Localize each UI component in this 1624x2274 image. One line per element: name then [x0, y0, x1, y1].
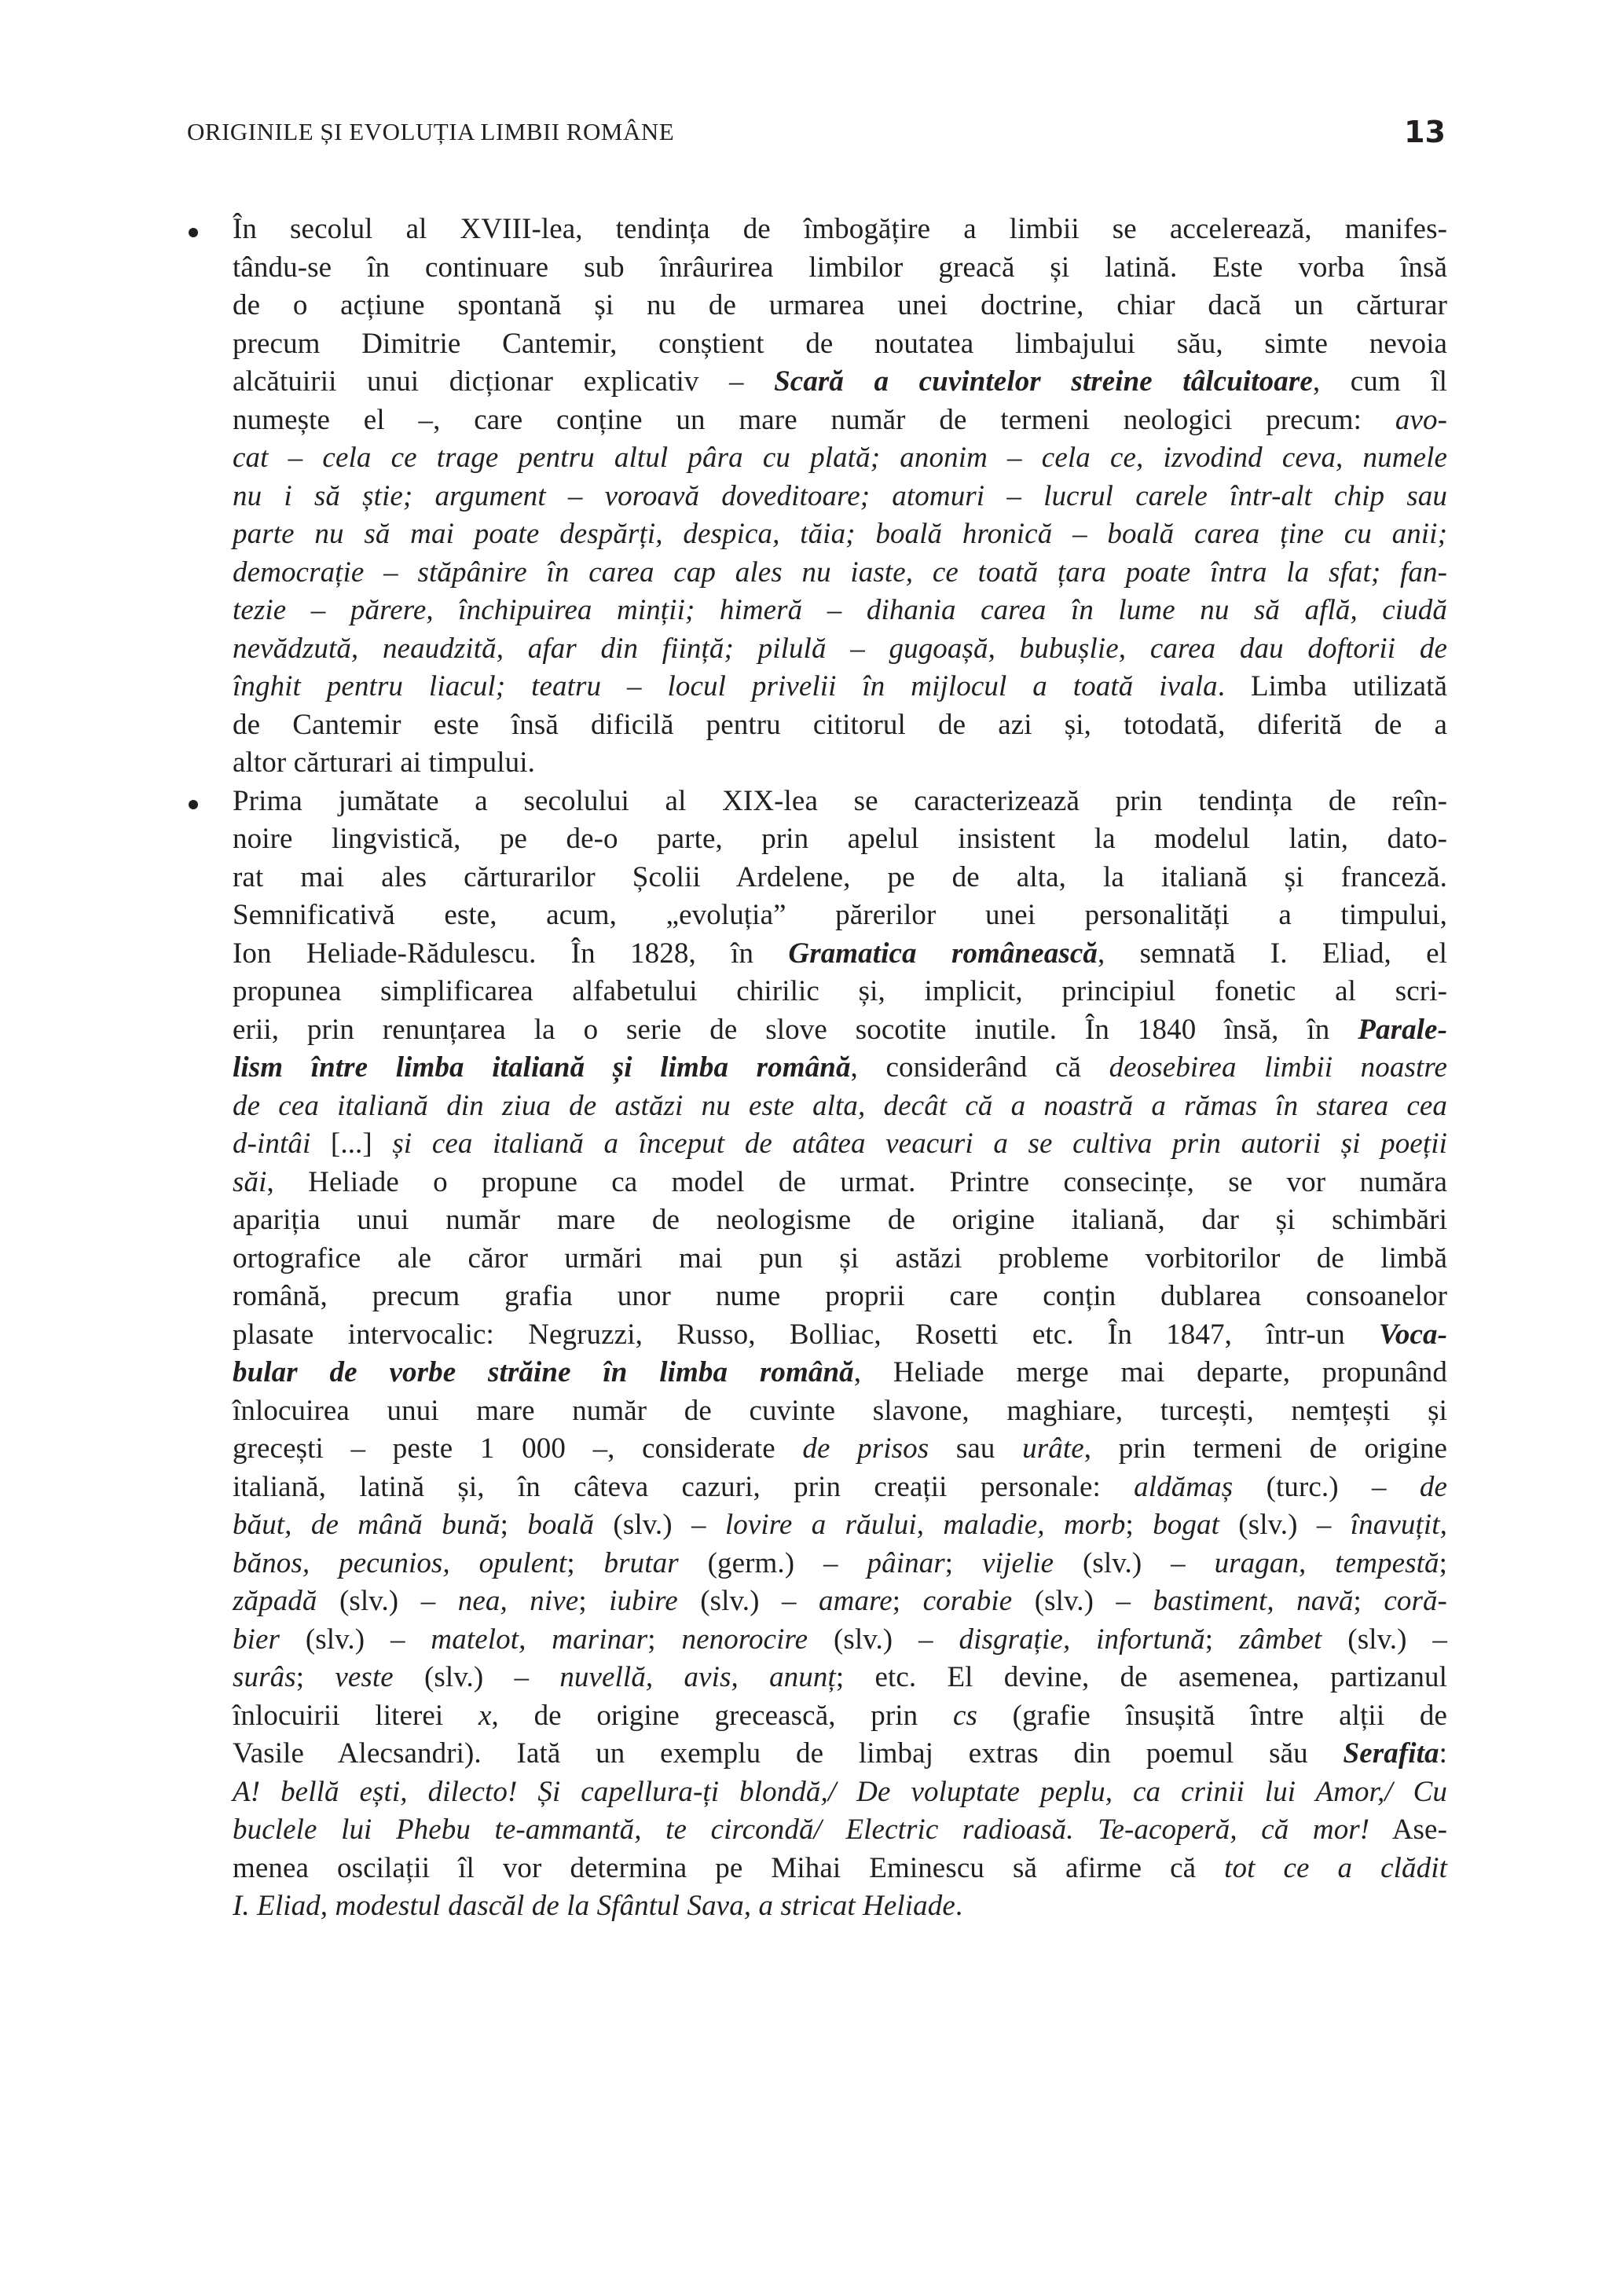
italic-quote: disgrație, infortună	[959, 1623, 1205, 1656]
text-line	[233, 287, 1447, 325]
text-run: ;	[566, 1546, 604, 1579]
italic-quote: democrație – stăpânire în carea cap ales nu iaste, ce toată țara poate întra la sfat; fan-	[233, 556, 1447, 589]
text-run: (slv.) –	[280, 1623, 431, 1656]
text-run: noire lingvistică, pe de-o parte, prin apelul insistent la modelul latin, dato-	[233, 823, 1447, 855]
italic-quote: și cea italiană a început de atâtea veacuri a se cultiva prin autorii și poeții	[392, 1128, 1447, 1160]
italic-quote: săi	[233, 1165, 267, 1198]
text-run: (slv.) –	[808, 1623, 959, 1656]
text-run: [...]	[330, 1128, 393, 1160]
italic-quote: lovire a răului, maladie, morb	[724, 1509, 1126, 1541]
text-run: (grafie însușită între alții de	[977, 1699, 1448, 1732]
page-number: 13	[1404, 115, 1446, 149]
italic-quote: bănos, pecunios, opulent	[233, 1546, 567, 1579]
text-run: .	[955, 1890, 963, 1922]
italic-quote: zăpadă	[233, 1585, 317, 1617]
text-line	[233, 859, 1447, 897]
italic-quote: aldămaș	[1134, 1470, 1234, 1503]
text-run: de Cantemir este însă dificilă pentru cititorul de azi și, totodată, diferită de a	[233, 708, 1447, 741]
text-run: În secolul al XVIII-lea, tendința de îmbogățire a limbii se accelerează, manifes-	[233, 213, 1447, 245]
text-line	[233, 1811, 1447, 1850]
text-run: ortografice ale căror urmări mai pun și astăzi probleme vorbitorilor de limbă	[233, 1242, 1447, 1275]
text-run: (slv.) –	[677, 1585, 819, 1617]
text-run: , semnată I. Eliad, el	[1097, 937, 1447, 970]
text-line	[233, 1087, 1447, 1126]
italic-quote: nu i să știe; argument – voroavă doveditoare; atomuri – lucrul carele într-alt chip sau	[233, 479, 1447, 512]
text-line	[233, 1697, 1447, 1736]
italic-quote: înavuțit,	[1350, 1509, 1447, 1541]
text-line	[233, 783, 1447, 821]
text-line	[233, 935, 1447, 974]
title-citation: Parale-	[1358, 1013, 1447, 1046]
text-line	[233, 325, 1447, 364]
text-run: , prin termeni de origine	[1083, 1432, 1447, 1465]
text-run: (slv.) –	[317, 1585, 458, 1617]
text-run: ;	[500, 1509, 528, 1541]
text-run: precum Dimitrie Cantemir, conștient de noutatea limbajului său, simte nevoia	[233, 327, 1447, 360]
text-line	[233, 1621, 1447, 1660]
text-run: Prima jumătate a secolului al XIX-lea se caracterizează prin tendința de reîn-	[233, 784, 1447, 817]
paragraph	[233, 783, 1447, 1926]
text-run: plasate intervocalic: Negruzzi, Russo, Bolliac, Rosetti etc. În 1847, într-un	[233, 1318, 1380, 1351]
text-run: :	[1439, 1737, 1447, 1770]
text-run: ;	[1353, 1585, 1384, 1617]
text-line	[233, 1316, 1447, 1355]
italic-quote: cs	[952, 1699, 977, 1732]
text-line	[233, 1278, 1447, 1316]
italic-quote: buclele lui Phebu te-ammantă, te circondă/ Electric radioasă. Te-acoperă, că mor!	[233, 1814, 1370, 1846]
text-line	[233, 1392, 1447, 1431]
text-run: ;	[1439, 1546, 1447, 1579]
title-citation: bular de vorbe străine în limba română	[233, 1356, 854, 1388]
title-citation: Scară a cuvintelor streine tâlcuitoare	[774, 365, 1313, 398]
text-run: altor cărturari ai timpului.	[233, 746, 535, 779]
italic-quote: uragan, tempestă	[1214, 1546, 1439, 1579]
bullet-icon	[187, 211, 200, 249]
italic-quote: deosebirea limbii noastre	[1109, 1051, 1447, 1084]
text-line	[233, 630, 1447, 669]
text-line	[233, 1583, 1447, 1621]
text-run: apariția unui număr mare de neologisme de origine italiană, dar și schimbări	[233, 1204, 1447, 1236]
text-run: (germ.) –	[678, 1546, 867, 1579]
text-line	[233, 1773, 1447, 1812]
text-line	[233, 363, 1447, 402]
paragraph	[233, 211, 1447, 783]
text-line	[233, 1469, 1447, 1507]
text-run: tându-se în continuare sub înrâurirea limbilor greacă și latină. Este vorba însă	[233, 251, 1447, 284]
text-run: ;	[1125, 1509, 1153, 1541]
text-line	[233, 1011, 1447, 1050]
italic-quote: coră-	[1384, 1585, 1447, 1617]
text-run: , Heliade o propune ca model de urmat. Printre consecințe, se vor număra	[266, 1165, 1447, 1198]
text-line	[233, 1049, 1447, 1087]
text-run: numește el –, care conține un mare număr de termeni neologici precum:	[233, 403, 1395, 436]
title-citation: lism între limba italiană și limba română	[233, 1051, 851, 1084]
italic-quote: nevădzută, neaudzită, afar din ființă; pilulă – gugoașă, bubușlie, carea dau doftorii de	[233, 632, 1447, 665]
text-line	[233, 1850, 1447, 1888]
italic-quote: zâmbet	[1239, 1623, 1322, 1656]
italic-quote: de cea italiană din ziua de astăzi nu este alta, decât că a noastră a rămas în starea cea	[233, 1089, 1447, 1122]
text-run: Vasile Alecsandri). Iată un exemplu de limbaj extras din poemul său	[233, 1737, 1344, 1770]
text-line	[233, 592, 1447, 630]
italic-quote: tezie – părere, închipuirea minții; himeră – dihania carea în lume nu să află, ciudă	[233, 594, 1447, 626]
italic-quote: amare	[819, 1585, 893, 1617]
italic-quote: cat – cela ce trage pentru altul pâra cu plată; anonim – cela ce, izvodind ceva, numele	[233, 442, 1447, 474]
italic-quote: A! bellă ești, dilecto! Și capellura-ți blondă,/ De voluptate peplu, ca crinii lui Amor,/ Cu	[233, 1775, 1447, 1808]
title-citation: Gramatica românească	[788, 937, 1098, 970]
text-run: menea oscilații îl vor determina pe Mihai Eminescu să afirme că	[233, 1851, 1225, 1884]
italic-quote: nea, nive	[457, 1585, 579, 1617]
text-run: română, precum grafia unor nume proprii care conțin dublarea consoanelor	[233, 1280, 1447, 1312]
text-line	[233, 973, 1447, 1011]
text-line	[233, 439, 1447, 478]
italic-quote: x	[478, 1699, 492, 1732]
italic-quote: veste	[335, 1661, 394, 1693]
text-line	[233, 706, 1447, 745]
italic-quote: vijelie	[982, 1546, 1054, 1579]
text-run: (slv.) –	[594, 1509, 725, 1541]
text-run: italiană, latină și, în câteva cazuri, prin creații personale:	[233, 1470, 1135, 1503]
page-header	[187, 115, 1444, 154]
italic-quote: bogat	[1153, 1509, 1219, 1541]
text-run: ;	[647, 1623, 682, 1656]
text-run: ; etc. El devine, de asemenea, partizanul	[835, 1661, 1448, 1693]
text-line	[233, 1735, 1447, 1773]
text-run: (slv.) –	[1219, 1509, 1351, 1541]
text-line	[233, 1659, 1447, 1697]
text-run: de o acțiune spontană și nu de urmarea unei doctrine, chiar dacă un cărturar	[233, 289, 1447, 321]
italic-quote: surâs	[233, 1661, 296, 1693]
italic-quote: nenorocire	[681, 1623, 808, 1656]
text-run: Semnificativă este, acum, „evoluția” părerilor unei personalități a timpului,	[233, 899, 1447, 931]
text-line	[233, 1430, 1447, 1469]
text-run: înlocuirea unui mare număr de cuvinte slavone, maghiare, turcești, nemțești și	[233, 1394, 1447, 1427]
italic-quote: parte nu să mai poate despărți, despica, tăia; boală hronică – boală carea ține cu anii;	[233, 518, 1447, 550]
italic-quote: boală	[527, 1509, 595, 1541]
text-run: (slv.) –	[1012, 1585, 1153, 1617]
title-citation: Serafita	[1343, 1737, 1439, 1770]
italic-quote: băut, de mână bună	[233, 1509, 500, 1541]
title-citation: Voca-	[1379, 1318, 1447, 1351]
text-run: (slv.) –	[1054, 1546, 1215, 1579]
text-line	[233, 515, 1447, 554]
text-line	[233, 211, 1447, 249]
text-run: Ase-	[1369, 1814, 1447, 1846]
body-text	[187, 211, 1447, 1926]
text-line	[233, 478, 1447, 516]
italic-quote: înghit pentru liacul; teatru – locul privelii în mijlocul a toată ivala	[233, 670, 1218, 702]
text-run: ;	[295, 1661, 335, 1693]
text-line	[233, 1125, 1447, 1164]
italic-quote: de prisos	[802, 1432, 929, 1465]
text-line	[233, 249, 1447, 288]
text-run: înlocuirii literei	[233, 1699, 478, 1732]
text-run: (slv.) –	[1322, 1623, 1447, 1656]
text-line	[233, 402, 1447, 440]
text-run: propunea simplificarea alfabetului chirilic și, implicit, principiul fonetic al scri-	[233, 975, 1447, 1007]
text-run: alcătuirii unui dicționar explicativ –	[233, 365, 775, 398]
italic-quote: d-intâi	[233, 1128, 331, 1160]
text-line	[233, 820, 1447, 859]
text-run: (slv.) –	[393, 1661, 560, 1693]
text-run: ;	[1204, 1623, 1240, 1656]
text-run: sau	[929, 1432, 1023, 1465]
running-title: ORIGINILE ȘI EVOLUȚIA LIMBII ROMÂNE	[187, 118, 675, 145]
text-line	[233, 1164, 1447, 1202]
italic-quote: bastiment, navă	[1153, 1585, 1354, 1617]
text-line	[233, 554, 1447, 592]
text-line	[233, 744, 1447, 783]
text-run: , considerând că	[850, 1051, 1109, 1084]
italic-quote: corabie	[922, 1585, 1013, 1617]
text-line	[233, 1506, 1447, 1545]
text-run: ;	[578, 1585, 610, 1617]
text-line	[233, 1887, 1447, 1926]
text-run: grecești – peste 1 000 –, considerate	[233, 1432, 803, 1465]
text-run: ;	[892, 1585, 923, 1617]
text-line	[233, 668, 1447, 706]
text-run: , cum îl	[1312, 365, 1447, 398]
italic-quote: pâinar	[867, 1546, 945, 1579]
text-line	[233, 1240, 1447, 1278]
text-line	[233, 897, 1447, 935]
italic-quote: urâte	[1022, 1432, 1084, 1465]
text-run: Ion Heliade-Rădulescu. În 1828, în	[233, 937, 789, 970]
italic-quote: bier	[233, 1623, 280, 1656]
text-line	[233, 1545, 1447, 1583]
text-run: (turc.) –	[1233, 1470, 1420, 1503]
text-run: . Limba utilizată	[1217, 670, 1447, 702]
italic-quote: avo-	[1395, 403, 1447, 436]
italic-quote: I. Eliad, modestul dascăl de la Sfântul Sava, a stricat Heliade	[233, 1890, 955, 1922]
text-run: ;	[944, 1546, 983, 1579]
text-run: erii, prin renunțarea la o serie de slove socotite inutile. În 1840 însă, în	[233, 1013, 1358, 1046]
italic-quote: matelot, marinar	[431, 1623, 648, 1656]
text-line	[233, 1354, 1447, 1392]
text-line	[233, 1201, 1447, 1240]
italic-quote: brutar	[603, 1546, 679, 1579]
bullet-item-18th-century	[187, 211, 1447, 783]
bullet-item-19th-century	[187, 783, 1447, 1926]
italic-quote: tot ce a clădit	[1224, 1851, 1447, 1884]
italic-quote: nuvellă, avis, anunț	[559, 1661, 836, 1693]
text-run: , Heliade merge mai departe, propunând	[853, 1356, 1447, 1388]
italic-quote: de	[1419, 1470, 1447, 1503]
bullet-icon	[187, 783, 200, 821]
italic-quote: iubire	[609, 1585, 678, 1617]
text-run: rat mai ales cărturarilor Școlii Ardelene, pe de alta, la italiană și franceză.	[233, 860, 1447, 893]
text-run: , de origine grecească, prin	[491, 1699, 953, 1732]
